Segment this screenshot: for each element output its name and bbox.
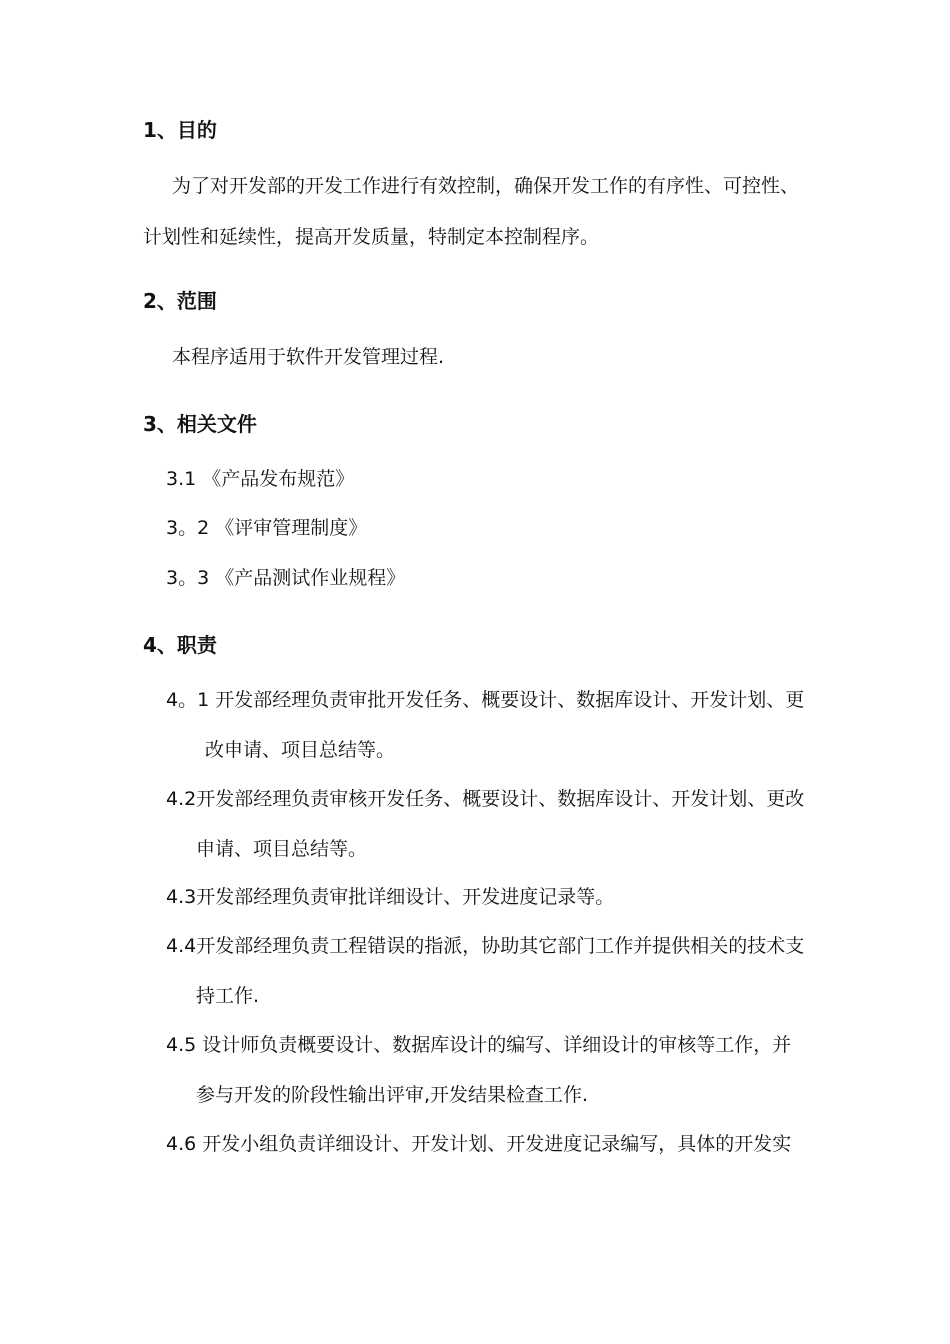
duty-item-5-line-2: 参与开发的阶段性输出评审,开发结果检查工作. (196, 1084, 589, 1106)
duty-item-5-line-1: 4.5 设计师负责概要设计、数据库设计的编写、详细设计的审核等工作，并 (166, 1034, 792, 1056)
section-heading-duties: 4、职责 (143, 633, 217, 657)
duty-item-3-line-1: 4.3开发部经理负责审批详细设计、开发进度记录等。 (166, 886, 615, 908)
related-doc-item-3: 3。3 《产品测试作业规程》 (166, 567, 406, 589)
section-heading-purpose: 1、目的 (143, 118, 217, 142)
related-doc-item-2: 3。2 《评审管理制度》 (166, 517, 368, 539)
purpose-paragraph-line-2: 计划性和延续性，提高开发质量，特制定本控制程序。 (143, 226, 600, 248)
scope-paragraph-line-1: 本程序适用于软件开发管理过程. (172, 346, 445, 368)
duty-item-2-line-1: 4.2开发部经理负责审核开发任务、概要设计、数据库设计、开发计划、更改 (166, 788, 805, 810)
section-heading-related-docs: 3、相关文件 (143, 412, 257, 436)
related-doc-item-1: 3.1 《产品发布规范》 (166, 468, 355, 490)
duty-item-4-line-1: 4.4开发部经理负责工程错误的指派，协助其它部门工作并提供相关的技术支 (166, 935, 805, 957)
duty-item-1-line-1: 4。1 开发部经理负责审批开发任务、概要设计、数据库设计、开发计划、更 (166, 689, 805, 711)
duty-item-4-line-2: 持工作. (196, 985, 260, 1007)
duty-item-6-line-1: 4.6 开发小组负责详细设计、开发计划、开发进度记录编写，具体的开发实 (166, 1133, 792, 1155)
purpose-paragraph-line-1: 为了对开发部的开发工作进行有效控制，确保开发工作的有序性、可控性、 (172, 175, 800, 197)
section-heading-scope: 2、范围 (143, 289, 217, 313)
duty-item-1-line-2: 改申请、项目总结等。 (205, 739, 396, 761)
duty-item-2-line-2: 申请、项目总结等。 (196, 838, 368, 860)
